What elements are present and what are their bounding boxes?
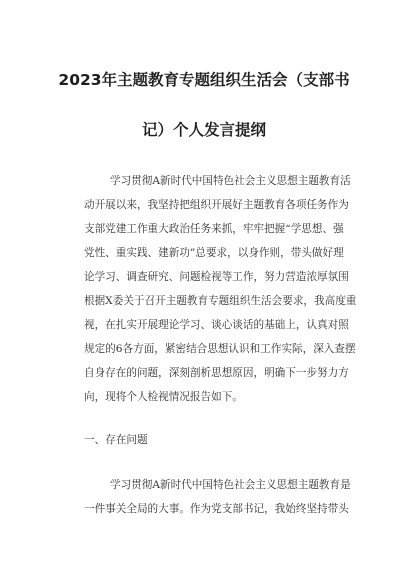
paragraph-line: 向，现将个人检视情况报告如下。	[84, 391, 243, 403]
paragraph-line: 学习贯彻A新时代中国特色社会主义思想主题教育是	[110, 479, 351, 491]
paragraph-line: 动开展以来，我坚持把组织开展好主题教育各项任务作为	[84, 199, 349, 211]
paragraph-line: 视，在扎实开展理论学习、谈心谈话的基础上，认真对照	[84, 319, 349, 331]
paragraph-line: 一件事关全局的大事。作为党支部书记，我始终坚持带头	[84, 503, 349, 515]
paragraph-line: 根据X委关于召开主题教育专题组织生活会要求，我高度重	[84, 295, 357, 307]
section-heading: 一、存在问题	[84, 434, 148, 446]
paragraph-line: 学习贯彻A新时代中国特色社会主义思想主题教育活	[110, 175, 351, 187]
paragraph-line: 党性、重实践、建新功”总要求，以身作则，带头做好理	[84, 247, 344, 259]
paragraph-line: 论学习、调查研究、问题检视等工作，努力营造浓厚氛围	[84, 271, 349, 283]
paragraph-line: 规定的6各方面，紧密结合思想认识和工作实际，深入查摆	[84, 343, 356, 355]
paragraph-line: 支部党建工作重大政治任务来抓，牢牢把握“学思想、强	[84, 223, 344, 235]
document-title-line-1: 2023年主题教育专题组织生活会（支部书	[58, 71, 350, 89]
document-title-line-2: 记）个人发言提纲	[141, 121, 266, 139]
paragraph-line: 自身存在的问题，深刻剖析思想原因，明确下一步努力方	[84, 367, 349, 379]
